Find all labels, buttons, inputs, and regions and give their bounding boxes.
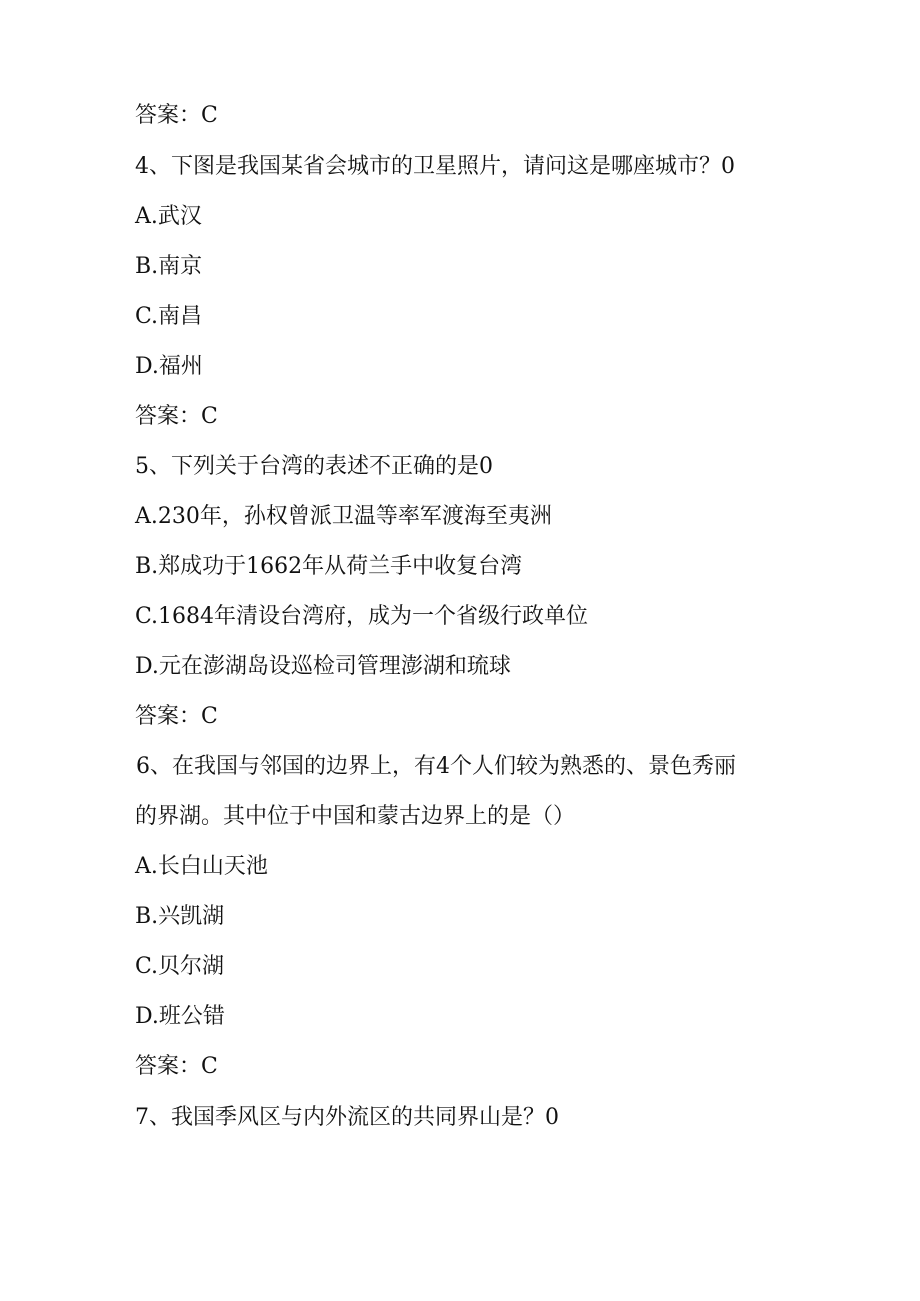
q6-option-d: D.班公错	[135, 1004, 225, 1029]
q5-answer: 答案：C	[135, 704, 218, 729]
question-6-line-2: 的界湖。其中位于中国和蒙古边界上的是（）	[135, 804, 576, 829]
q4-option-b: B.南京	[135, 254, 203, 279]
answer-line: 答案：C	[135, 103, 218, 128]
q4-option-a: A.武汉	[135, 204, 202, 229]
q6-option-a: A.长白山天池	[135, 854, 268, 879]
q6-option-c: C.贝尔湖	[135, 954, 225, 979]
question-7: 7、我国季风区与内外流区的共同界山是？0	[135, 1105, 559, 1130]
q4-option-c: C.南昌	[135, 304, 203, 329]
q6-option-b: B.兴凯湖	[135, 904, 225, 929]
q4-answer: 答案：C	[135, 404, 218, 429]
q5-option-c: C.1684年清设台湾府，成为一个省级行政单位	[135, 604, 589, 629]
q6-answer: 答案：C	[135, 1054, 218, 1079]
question-5: 5、下列关于台湾的表述不正确的是0	[135, 454, 493, 479]
question-4: 4、下图是我国某省会城市的卫星照片，请问这是哪座城市？0	[135, 154, 735, 179]
q5-option-d: D.元在澎湖岛设巡检司管理澎湖和琉球	[135, 654, 511, 679]
q5-option-b: B.郑成功于1662年从荷兰手中收复台湾	[135, 554, 523, 579]
q4-option-d: D.福州	[135, 354, 203, 379]
q5-option-a: A.230年，孙权曾派卫温等率军渡海至夷洲	[135, 504, 552, 529]
question-6-line-1: 6、在我国与邻国的边界上，有4个人们较为熟悉的、景色秀丽	[136, 754, 736, 779]
